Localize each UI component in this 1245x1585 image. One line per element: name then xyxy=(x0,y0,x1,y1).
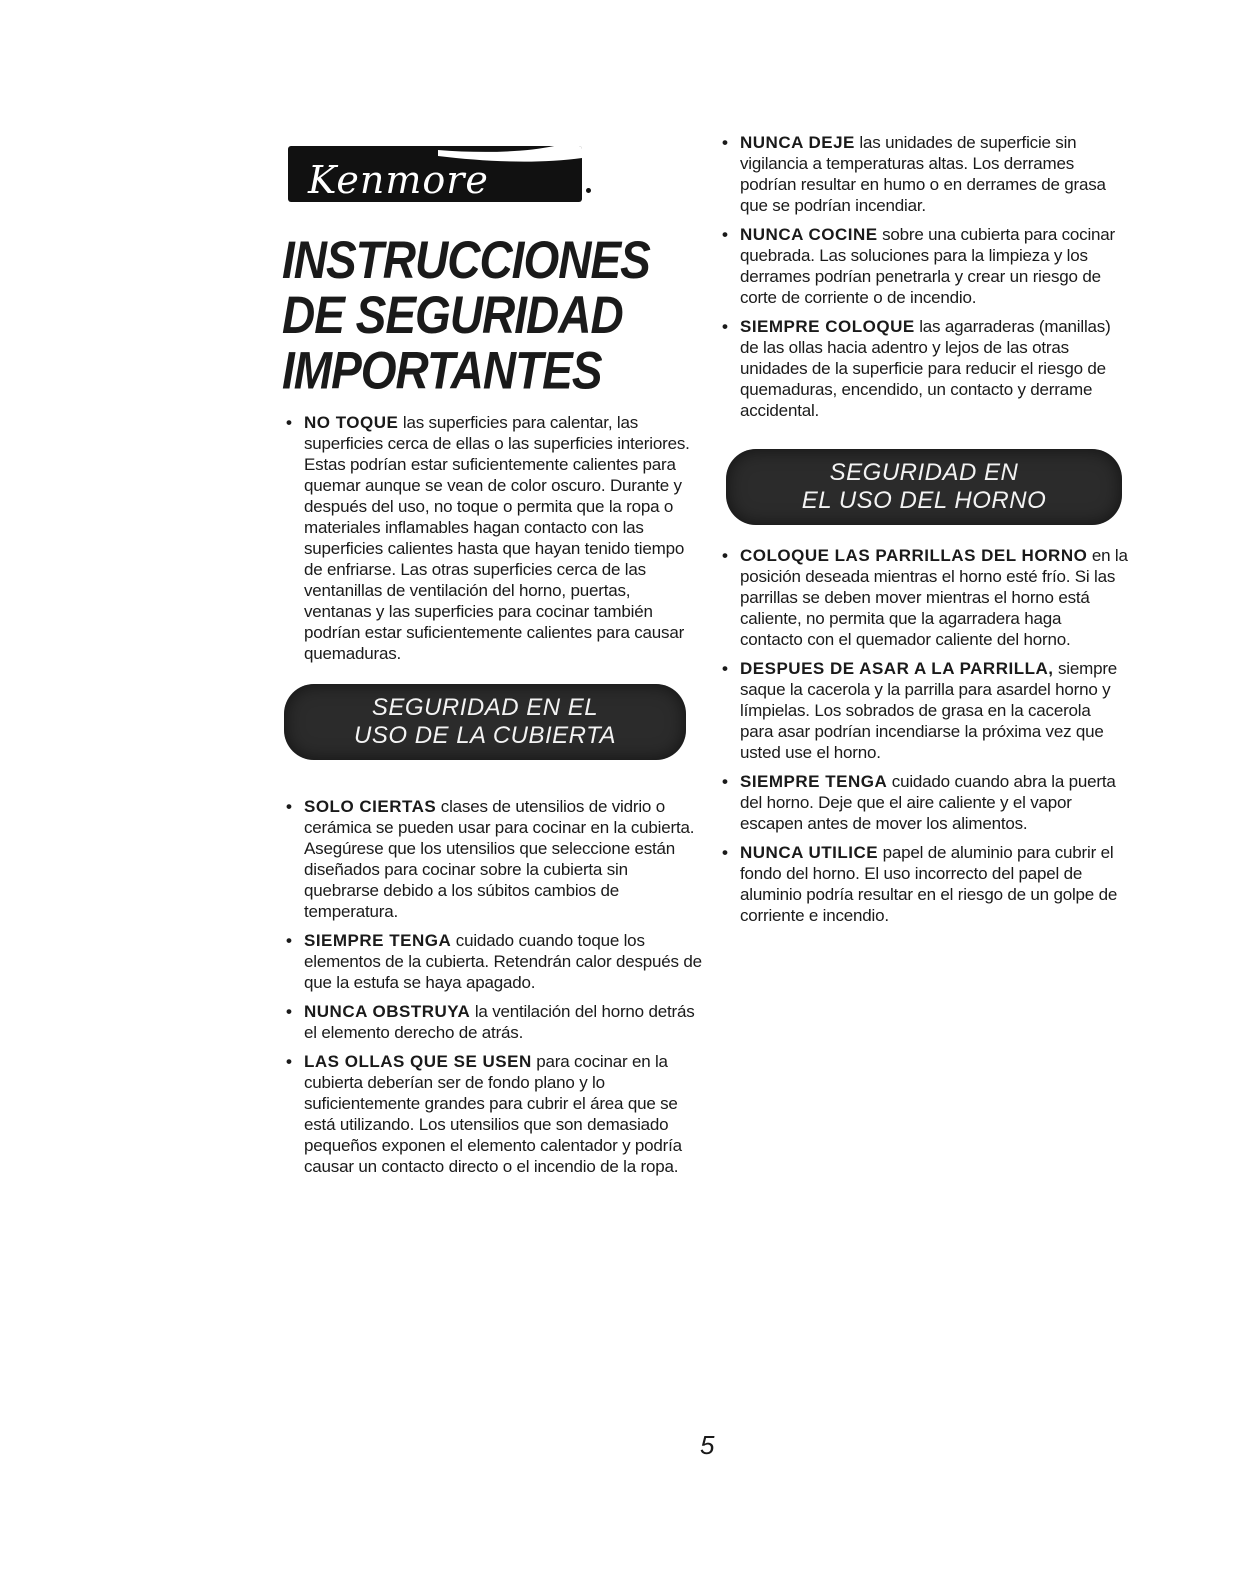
list-item xyxy=(718,771,1128,834)
kenmore-logo xyxy=(288,140,588,206)
item-text: cuidado cuando toque los elementos de la cubierta. Retendrán calor después de que la estufa se haya apagado. xyxy=(304,931,702,992)
item-text: cuidado cuando abra la puerta del horno. Deje que el aire caliente y el vapor escapen antes de mover los alimentos. xyxy=(740,772,1116,833)
page-title xyxy=(282,229,702,400)
left-column xyxy=(282,140,702,1185)
item-text: clases de utensilios de vidrio o cerámica se pueden usar para cocinar en la cubierta. Asegúrese que los utensilios que seleccione están diseñados para cocinar sobre la cubierta sin quebrarse debido a los súbitos cambios de temperatura. xyxy=(304,797,695,921)
list-item xyxy=(718,224,1128,308)
right-list xyxy=(718,132,1128,421)
banner-line-1: SEGURIDAD EN EL xyxy=(371,694,599,721)
logo-dot xyxy=(586,188,591,193)
banner-line-1: SEGURIDAD EN xyxy=(829,459,1019,486)
cubierta-list xyxy=(282,796,702,1177)
item-keyword: SIEMPRE TENGA xyxy=(740,772,888,791)
list-item xyxy=(718,658,1128,763)
logo-wordmark: Kenmore xyxy=(308,158,489,202)
item-text: para cocinar en la cubierta deberían ser de fondo plano y lo suficientemente grandes para cubrir el área que se está utilizando. Los utensilios que son demasiado pequeños exponen el elemento calentador y podría causar un contacto directo o el incendio de la ropa. xyxy=(304,1052,682,1176)
banner-line-2: USO DE LA CUBIERTA xyxy=(354,722,616,749)
list-item xyxy=(718,545,1128,650)
item-keyword: LAS OLLAS QUE SE USEN xyxy=(304,1052,532,1071)
list-item xyxy=(718,132,1128,216)
item-text: papel de aluminio para cubrir el fondo del horno. El uso incorrecto del papel de aluminio podría resultar en el riesgo de un golpe de corriente e incendio. xyxy=(740,843,1118,925)
list-item xyxy=(282,930,702,993)
title-line-3: IMPORTANTES xyxy=(282,340,602,400)
item-text: las superficies para calentar, las superficies cerca de ellas o las superficies interiores. Estas podrían estar suficientemente calientes para quemar aunque se vean de color oscuro. Durante y después del uso, no toque o permita que la ropa o materiales inflamables hagan contacto con las superficies calientes hasta que hayan tenido tiempo de enfriarse. Las otras superficies cerca de las ventanillas de ventilación del horno, puertas, ventanas y las superficies para cocinar también podrían estar suficientemente calientes para causar quemaduras. xyxy=(304,413,690,663)
item-keyword: SOLO CIERTAS xyxy=(304,797,437,816)
page-number: 5 xyxy=(700,1430,715,1460)
list-item xyxy=(718,316,1128,421)
left-list xyxy=(282,412,702,664)
item-text: sobre una cubierta para cocinar quebrada. Las soluciones para la limpieza y los derrames podrían penetrarla y crear un riesgo de corte de corriente o de incendio. xyxy=(740,225,1116,307)
title-line-2: DE SEGURIDAD xyxy=(282,284,623,345)
list-item xyxy=(282,1051,702,1177)
section-banner-horno xyxy=(726,449,1122,525)
list-item xyxy=(282,1001,702,1043)
section-banner-cubierta xyxy=(284,684,686,760)
title-line-1: INSTRUCCIONES xyxy=(282,229,650,290)
horno-list xyxy=(718,545,1128,926)
list-item xyxy=(282,796,702,922)
item-keyword: NUNCA OBSTRUYA xyxy=(304,1002,471,1021)
right-column xyxy=(718,132,1128,934)
logo-box xyxy=(288,146,582,202)
item-keyword: SIEMPRE COLOQUE xyxy=(740,317,915,336)
list-item xyxy=(718,842,1128,926)
item-keyword: NUNCA UTILICE xyxy=(740,843,879,862)
item-text: la ventilación del horno detrás el elemento derecho de atrás. xyxy=(304,1002,695,1042)
list-item xyxy=(282,412,702,664)
item-text: las agarraderas (manillas) de las ollas hacia adentro y lejos de las otras unidades de la superficie para reducir el riesgo de quemaduras, encendido, un contacto y derrame accidental. xyxy=(740,317,1111,420)
item-keyword: NUNCA COCINE xyxy=(740,225,878,244)
item-text: en la posición deseada mientras el horno esté frío. Si las parrillas se deben mover mientras el horno está caliente, no permita que la agarradera haga contacto con el quemador caliente del horno. xyxy=(740,546,1128,649)
item-keyword: NO TOQUE xyxy=(304,413,399,432)
item-text: las unidades de superficie sin vigilancia a temperaturas altas. Los derrames podrían resultar en humo o en derrames de grasa que se podrían incendiar. xyxy=(740,133,1106,215)
item-keyword: SIEMPRE TENGA xyxy=(304,931,452,950)
item-text: siempre saque la cacerola y la parrilla para asardel horno y límpielas. Los sobrados de grasa en la cacerola para asar podrían incendiarse la próxima vez que usted use el horno. xyxy=(740,659,1118,762)
item-keyword: DESPUES DE ASAR A LA PARRILLA, xyxy=(740,659,1054,678)
banner-line-2: EL USO DEL HORNO xyxy=(801,487,1047,514)
item-keyword: COLOQUE LAS PARRILLAS DEL HORNO xyxy=(740,546,1088,565)
item-keyword: NUNCA DEJE xyxy=(740,133,855,152)
